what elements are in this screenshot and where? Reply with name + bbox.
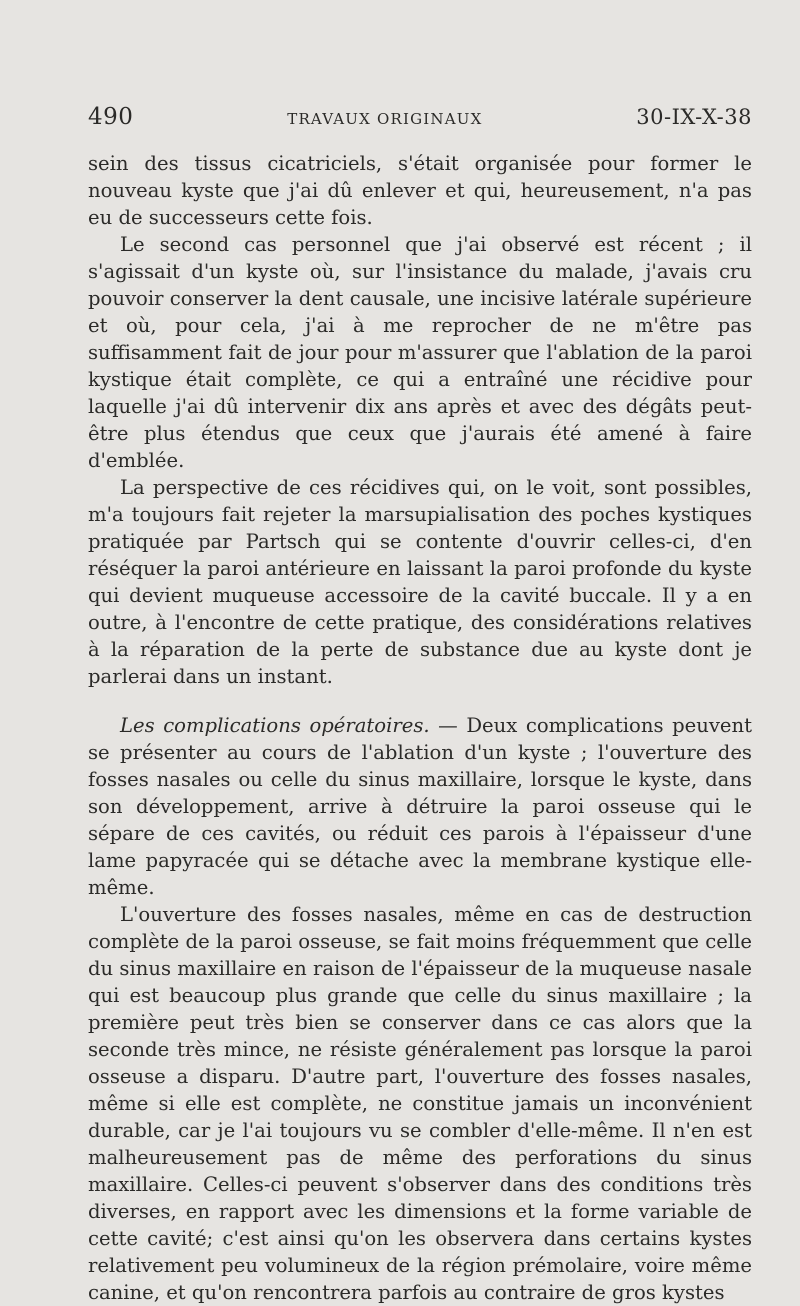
running-title: TRAVAUX ORIGINAUX: [287, 110, 483, 128]
paragraph-4-text: — Deux complications peuvent se présenter au cours de l'ablation d'un kyste ; l'ouverture des fosses nasales ou celle du sinus maxillaire, lorsque le kyste, dans son développement, arrive à détruire la paroi osseuse qui le sépare de ces cavités, ou réduit ces parois à l'épaisseur d'une lame papyracée qui se détache avec la membrane kystique elle-même.: [88, 714, 752, 899]
section-heading: Les complications opératoires.: [120, 714, 430, 737]
paragraph-complications: [88, 712, 752, 901]
issue-reference: 30-IX-X-38: [636, 105, 752, 129]
paragraph-5: L'ouverture des fosses nasales, même en cas de destruction complète de la paroi osseuse, se fait moins fréquemment que celle du sinus maxillaire en raison de l'épaisseur de la muqueuse nasale qui est beaucoup plus grande que celle du sinus maxillaire ; la première peut très bien se conserver dans ce cas alors que la seconde très mince, ne résiste généralement pas lorsque la paroi osseuse a disparu. D'autre part, l'ouverture des fosses nasales, même si elle est complète, ne constitue jamais un inconvénient durable, car je l'ai toujours vu se combler d'elle-même. Il n'en est malheureusement pas de même des perforations du sinus maxillaire. Celles-ci peuvent s'observer dans des conditions très diverses, en rapport avec les dimensions et la forme variable de cette cavité; c'est ainsi qu'on les observera dans certains kystes relativement peu volumineux de la région prémolaire, voire même canine, et qu'on rencontrera parfois au contraire de gros kystes: [88, 903, 752, 1304]
paragraph-2: Le second cas personnel que j'ai observé est récent ; il s'agissait d'un kyste où, sur l'insistance du malade, j'avais cru pouvoir conserver la dent causale, une incisive latérale supérieure et où, pour cela, j'ai à me reprocher de ne m'être pas suffisamment fait de jour pour m'assurer que l'ablation de la paroi kystique était complète, ce qui a entraîné une récidive pour laquelle j'ai dû intervenir dix ans après et avec des dégâts peut-être plus étendus que ceux que j'aurais été amené à faire d'emblée.: [88, 233, 752, 472]
page-number: 490: [88, 104, 134, 130]
paragraph-1: sein des tissus cicatriciels, s'était organisée pour former le nouveau kyste que j'ai dû enlever et qui, heureusement, n'a pas eu de successeurs cette fois.: [88, 152, 752, 229]
paragraph-3: La perspective de ces récidives qui, on le voit, sont possibles, m'a toujours fait rejeter la marsupialisation des poches kystiques pratiquée par Partsch qui se contente d'ouvrir celles-ci, d'en réséquer la paroi antérieure en laissant la paroi profonde du kyste qui devient muqueuse accessoire de la cavité buccale. Il y a en outre, à l'encontre de cette pratique, des considérations relatives à la réparation de la perte de substance due au kyste dont je parlerai dans un instant.: [88, 476, 752, 688]
running-header: [88, 104, 752, 134]
body-text: [88, 150, 752, 1306]
